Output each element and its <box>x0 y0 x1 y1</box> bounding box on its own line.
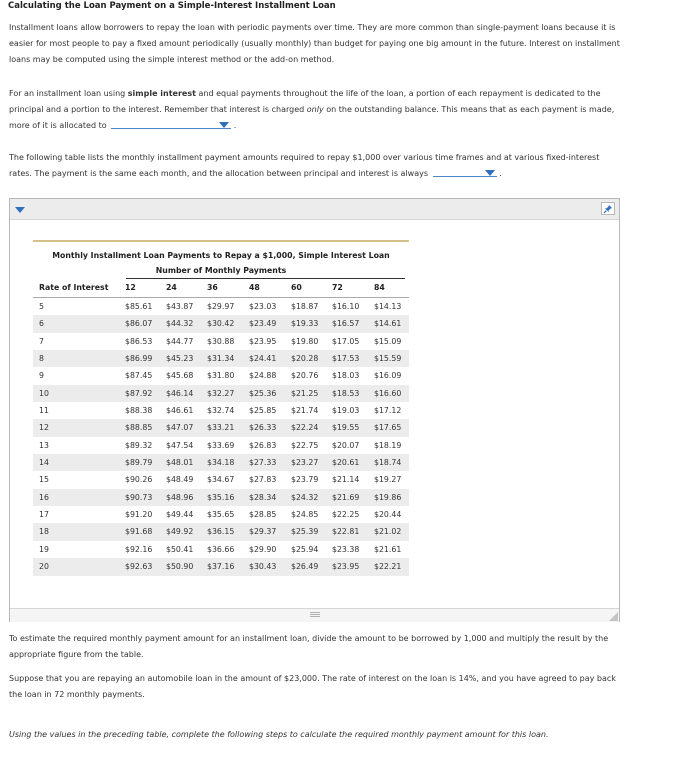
table-row <box>33 367 409 384</box>
payment-cell: $45.68 <box>166 371 194 381</box>
table-body <box>33 298 409 576</box>
payment-cell: $14.61 <box>374 319 402 329</box>
payment-cell: $48.01 <box>166 458 194 468</box>
pushpin-icon <box>603 204 613 214</box>
panel-header <box>10 199 619 220</box>
payment-cell: $26.49 <box>291 562 319 572</box>
payment-cell: $24.32 <box>291 492 319 502</box>
payment-cell: $33.69 <box>207 440 235 450</box>
payment-cell: $16.09 <box>374 371 402 381</box>
p2-period: . <box>233 121 237 130</box>
grip-icon[interactable] <box>310 612 320 618</box>
payment-cell: $22.25 <box>332 510 360 520</box>
payment-cell: $21.61 <box>374 544 402 554</box>
rate-cell: 16 <box>39 492 49 502</box>
column-header: 24 <box>166 283 177 292</box>
payment-cell: $21.74 <box>291 406 319 416</box>
payment-cell: $24.41 <box>249 354 277 364</box>
payment-cell: $23.79 <box>291 475 319 485</box>
payment-cell: $90.26 <box>125 475 153 485</box>
payment-cell: $46.61 <box>166 406 194 416</box>
rate-cell: 8 <box>39 354 44 364</box>
payment-cell: $43.87 <box>166 302 194 311</box>
column-header: 48 <box>249 283 260 292</box>
table-row <box>33 333 409 350</box>
panel-body[interactable] <box>10 220 619 608</box>
page-title: Calculating the Loan Payment on a Simple-Interest Installment Loan <box>8 1 336 11</box>
payment-cell: $27.83 <box>249 475 277 485</box>
allocation-dropdown[interactable] <box>111 119 231 129</box>
table-row <box>33 385 409 402</box>
payment-cell: $23.95 <box>332 562 360 572</box>
payment-cell: $30.43 <box>249 562 277 572</box>
table-row <box>33 558 409 575</box>
payment-cell: $23.27 <box>291 458 319 468</box>
payment-cell: $32.74 <box>207 406 235 416</box>
rate-cell: 10 <box>39 388 49 398</box>
column-header: 12 <box>125 283 136 292</box>
payment-cell: $34.18 <box>207 458 235 468</box>
payment-cell: $85.61 <box>125 302 153 311</box>
table-row <box>33 298 409 315</box>
payment-cell: $17.12 <box>374 406 402 416</box>
payment-cell: $29.97 <box>207 302 235 311</box>
payment-cell: $46.14 <box>166 388 194 398</box>
payment-cell: $31.80 <box>207 371 235 381</box>
rate-cell: 12 <box>39 423 49 433</box>
payment-cell: $18.53 <box>332 388 360 398</box>
rate-cell: 20 <box>39 562 49 572</box>
dropdown-arrow-icon <box>485 170 495 176</box>
payment-cell: $23.38 <box>332 544 360 554</box>
table-row <box>33 454 409 471</box>
payment-cell: $89.32 <box>125 440 153 450</box>
p3-text: The following table lists the monthly installment payment amounts required to repay $1,000 over various time frames and at various fixed-interest rates. The payment is the same each month, and the allocation between principal and interest is always <box>9 153 600 178</box>
table-intro-paragraph <box>9 150 621 182</box>
payment-cell: $30.88 <box>207 336 235 346</box>
payment-cell: $88.38 <box>125 406 153 416</box>
payment-cell: $49.44 <box>166 510 194 520</box>
payment-cell: $45.23 <box>166 354 194 364</box>
payment-cell: $26.33 <box>249 423 277 433</box>
resize-handle-icon[interactable] <box>609 612 618 621</box>
p3-period: . <box>499 169 502 178</box>
payment-cell: $87.45 <box>125 371 153 381</box>
table-row <box>33 506 409 523</box>
payment-cell: $16.10 <box>332 302 360 311</box>
payment-cell: $23.49 <box>249 319 277 329</box>
payment-cell: $19.80 <box>291 336 319 346</box>
estimate-paragraph: To estimate the required monthly payment amount for an installment loan, divide the amount to be borrowed by 1,000 and multiply the result by the appropriate figure from the table. <box>9 634 609 659</box>
payment-cell: $44.32 <box>166 319 194 329</box>
payment-cell: $22.24 <box>291 423 319 433</box>
payment-cell: $29.90 <box>249 544 277 554</box>
column-header: Rate of Interest <box>39 283 109 292</box>
payment-cell: $33.21 <box>207 423 235 433</box>
payment-cell: $90.73 <box>125 492 153 502</box>
payment-cell: $20.28 <box>291 354 319 364</box>
payment-cell: $18.03 <box>332 371 360 381</box>
payment-cell: $87.92 <box>125 388 153 398</box>
payment-cell: $36.66 <box>207 544 235 554</box>
instruction-paragraph: Using the values in the preceding table, complete the following steps to calculate the required monthly payment amount for this loan. <box>9 730 549 739</box>
payment-cell: $25.85 <box>249 406 277 416</box>
payment-cell: $48.96 <box>166 492 194 502</box>
payment-cell: $50.90 <box>166 562 194 572</box>
rate-cell: 5 <box>39 302 44 311</box>
payment-cell: $36.15 <box>207 527 235 537</box>
payment-cell: $17.65 <box>374 423 402 433</box>
rate-cell: 15 <box>39 475 49 485</box>
column-header: 60 <box>291 283 302 292</box>
p2-bold-text: simple interest <box>127 89 196 98</box>
payment-cell: $19.03 <box>332 406 360 416</box>
payment-cell: $31.34 <box>207 354 235 364</box>
payment-cell: $92.63 <box>125 562 153 572</box>
payment-cell: $20.44 <box>374 510 402 520</box>
payment-cell: $18.19 <box>374 440 402 450</box>
table-row <box>33 541 409 558</box>
panel-footer <box>10 608 619 622</box>
payment-cell: $91.20 <box>125 510 153 520</box>
payment-cell: $18.87 <box>291 302 319 311</box>
payment-cell: $86.99 <box>125 354 153 364</box>
scenario-paragraph: Suppose that you are repaying an automobile loan in the amount of $23,000. The rate of interest on the loan is 14%, and you have agreed to pay back the loan in 72 monthly payments. <box>9 674 616 699</box>
rate-cell: 9 <box>39 371 44 381</box>
payment-cell: $22.81 <box>332 527 360 537</box>
payment-cell: $29.37 <box>249 527 277 537</box>
payment-cell: $19.86 <box>374 492 402 502</box>
rate-cell: 17 <box>39 510 49 520</box>
payment-cell: $20.07 <box>332 440 360 450</box>
pin-button[interactable] <box>601 202 615 215</box>
payment-cell: $47.07 <box>166 423 194 433</box>
rate-cell: 19 <box>39 544 49 554</box>
payment-cell: $50.41 <box>166 544 194 554</box>
payment-cell: $34.67 <box>207 475 235 485</box>
p2-italic-text: only <box>306 105 324 114</box>
payment-cell: $28.85 <box>249 510 277 520</box>
payment-cell: $48.49 <box>166 475 194 485</box>
rate-cell: 13 <box>39 440 49 450</box>
payment-cell: $22.75 <box>291 440 319 450</box>
payment-cell: $88.85 <box>125 423 153 433</box>
payment-table <box>33 240 409 576</box>
payment-cell: $15.09 <box>374 336 402 346</box>
payment-cell: $26.83 <box>249 440 277 450</box>
payment-cell: $92.16 <box>125 544 153 554</box>
payment-cell: $23.03 <box>249 302 277 311</box>
payment-cell: $32.27 <box>207 388 235 398</box>
table-row <box>33 402 409 419</box>
payment-cell: $86.53 <box>125 336 153 346</box>
payment-cell: $21.14 <box>332 475 360 485</box>
p2-text-after: on the outstanding balance. This means that as each payment is made, more of it is allocated to <box>9 105 615 130</box>
table-panel <box>9 198 620 622</box>
table-title: Monthly Installment Loan Payments to Repay a $1,000, Simple Interest Loan <box>52 251 390 260</box>
payment-cell: $30.42 <box>207 319 235 329</box>
payment-cell: $19.27 <box>374 475 402 485</box>
payment-cell: $25.36 <box>249 388 277 398</box>
payment-cell: $27.33 <box>249 458 277 468</box>
payment-cell: $19.55 <box>332 423 360 433</box>
column-header: 84 <box>374 283 385 292</box>
payment-cell: $25.39 <box>291 527 319 537</box>
table-row <box>33 489 409 506</box>
payment-cell: $15.59 <box>374 354 402 364</box>
table-row <box>33 350 409 367</box>
payment-cell: $24.85 <box>291 510 319 520</box>
payment-cell: $21.69 <box>332 492 360 502</box>
principal-paragraph <box>9 86 621 134</box>
rate-cell: 11 <box>39 406 49 416</box>
payment-cell: $35.65 <box>207 510 235 520</box>
payment-cell: $21.02 <box>374 527 402 537</box>
payment-cell: $86.07 <box>125 319 153 329</box>
payment-cell: $17.05 <box>332 336 360 346</box>
rate-cell: 14 <box>39 458 49 468</box>
payment-cell: $44.77 <box>166 336 194 346</box>
rate-cell: 18 <box>39 527 49 537</box>
payment-cell: $89.79 <box>125 458 153 468</box>
intro-paragraph: Installment loans allow borrowers to repay the loan with periodic payments over time. They are more common than single-payment loans because it is easier for most people to pay a fixed amount periodically (usually monthly) than budget for paying one big amount in the future. Interest on installment loans may be computed using the simple interest method or the add-on method. <box>9 23 620 64</box>
table-top-rule <box>33 240 409 242</box>
payment-cell: $25.94 <box>291 544 319 554</box>
dropdown-arrow-icon <box>219 122 229 128</box>
payment-cell: $49.92 <box>166 527 194 537</box>
table-row <box>33 419 409 436</box>
payment-cell: $37.16 <box>207 562 235 572</box>
payment-cell: $16.57 <box>332 319 360 329</box>
payment-cell: $17.53 <box>332 354 360 364</box>
payment-cell: $16.60 <box>374 388 402 398</box>
rate-cell: 7 <box>39 336 44 346</box>
payment-cell: $23.95 <box>249 336 277 346</box>
payment-cell: $35.16 <box>207 492 235 502</box>
table-subtitle: Number of Monthly Payments <box>155 266 287 275</box>
table-row <box>33 523 409 540</box>
table-row <box>33 471 409 488</box>
payment-cell: $21.25 <box>291 388 319 398</box>
table-header-row <box>33 279 409 298</box>
payment-cell: $24.88 <box>249 371 277 381</box>
p2-text-before: For an installment loan using <box>9 89 128 98</box>
payment-cell: $28.34 <box>249 492 277 502</box>
rate-cell: 6 <box>39 319 44 329</box>
payment-cell: $20.76 <box>291 371 319 381</box>
column-header: 36 <box>207 283 218 292</box>
consistency-dropdown[interactable] <box>433 167 497 177</box>
payment-cell: $22.21 <box>374 562 402 572</box>
payment-cell: $20.61 <box>332 458 360 468</box>
table-row <box>33 437 409 454</box>
column-header: 72 <box>332 283 343 292</box>
payment-cell: $14.13 <box>374 302 402 311</box>
triangle-down-icon[interactable] <box>15 207 25 213</box>
payment-cell: $19.33 <box>291 319 319 329</box>
payment-cell: $47.54 <box>166 440 194 450</box>
table-row <box>33 315 409 332</box>
p2-text-middle: and equal payments throughout the life of the loan, a portion of each repayment is dedicated to the principal and a portion to the interest. Remember that interest is charged <box>9 89 601 114</box>
payment-cell: $18.74 <box>374 458 402 468</box>
payment-cell: $91.68 <box>125 527 153 537</box>
